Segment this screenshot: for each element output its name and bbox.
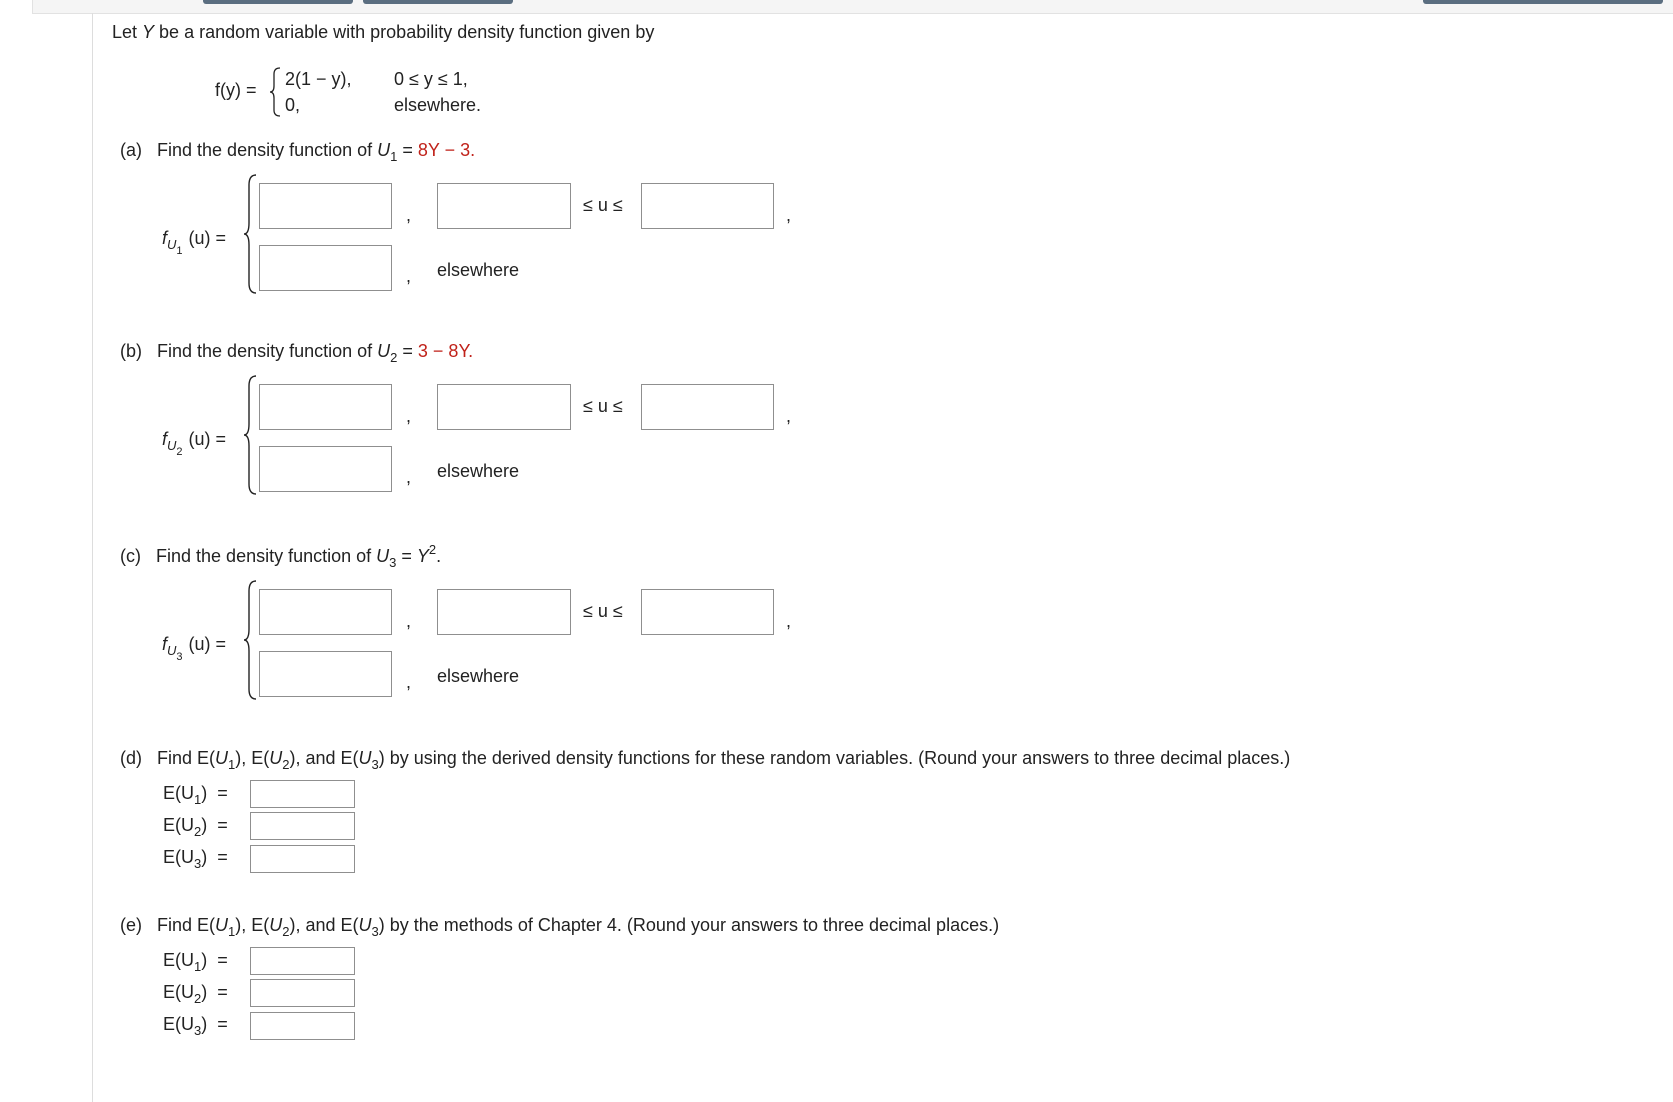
part-e-e-u2-input[interactable] <box>250 979 355 1007</box>
comma: , <box>786 406 792 426</box>
comma: , <box>406 205 412 225</box>
part-a-case2-input[interactable] <box>259 245 392 291</box>
part-c-case2-input[interactable] <box>259 651 392 697</box>
part-b-brace <box>242 374 258 496</box>
part-a-range-label: ≤ u ≤ <box>583 195 623 215</box>
part-d-row-3-label: $E(U_3)$ = <box>163 847 228 871</box>
part-c-fn-label: $f_{U_3}(u)$ = <box>162 634 227 663</box>
part-c-elsewhere: elsewhere <box>437 666 520 686</box>
intro-text: Let Y be a random variable with probability density function given by <box>112 22 655 42</box>
part-d-e-u1-input[interactable] <box>250 780 355 808</box>
pdf-brace <box>268 66 282 118</box>
comma: , <box>406 406 412 426</box>
part-a-upper-bound-input[interactable] <box>641 183 774 229</box>
part-e-prompt: (e) Find $E(U_1)$, $E(U_2)$, and $E(U_3)$ by the methods of Chapter 4. (Round your answers to three decimal places.) <box>120 915 1000 939</box>
part-d-prompt: (d) Find $E(U_1)$, $E(U_2)$, and $E(U_3)$ by using the derived density functions for these random variables. (Round your answers to three decimal places.) <box>120 748 1291 772</box>
part-c-range-label: ≤ u ≤ <box>583 601 623 621</box>
part-a-elsewhere: elsewhere <box>437 260 520 280</box>
pdf-case1-expr: 2(1 − y), <box>285 69 352 89</box>
part-b-case1-input[interactable] <box>259 384 392 430</box>
part-d-row-1-label: $E(U_1)$ = <box>163 783 228 807</box>
part-e-row-2-label: $E(U_2)$ = <box>163 982 228 1006</box>
comma: , <box>786 611 792 631</box>
part-b-elsewhere: elsewhere <box>437 461 520 481</box>
part-a-prompt: (a) Find the density function of $U_1 = 8Y - 3$. <box>120 140 476 164</box>
part-d-row-2-label: $E(U_2)$ = <box>163 815 228 839</box>
comma: , <box>406 611 412 631</box>
part-c-lower-bound-input[interactable] <box>437 589 571 635</box>
left-divider <box>92 13 93 1102</box>
part-e-row-3-label: $E(U_3)$ = <box>163 1014 228 1038</box>
toolbar-tab-2[interactable] <box>363 0 513 4</box>
part-c-prompt: (c) Find the density function of $U_3 = Y^2$. <box>120 542 442 570</box>
comma: , <box>406 467 412 487</box>
part-e-e-u1-input[interactable] <box>250 947 355 975</box>
part-b-lower-bound-input[interactable] <box>437 384 571 430</box>
comma: , <box>406 672 412 692</box>
part-b-upper-bound-input[interactable] <box>641 384 774 430</box>
part-b-prompt: (b) Find the density function of $U_2 = 3 - 8Y$. <box>120 341 474 365</box>
pdf-case2-expr: 0, <box>285 95 301 115</box>
toolbar-tab-1[interactable] <box>203 0 353 4</box>
pdf-lhs: f(y) = <box>215 80 257 100</box>
part-b-case2-input[interactable] <box>259 446 392 492</box>
part-a-brace <box>242 173 258 295</box>
part-a-case1-input[interactable] <box>259 183 392 229</box>
part-b-fn-label: $f_{U_2}(u)$ = <box>162 429 227 458</box>
part-c-upper-bound-input[interactable] <box>641 589 774 635</box>
toolbar-tab-3[interactable] <box>1423 0 1663 4</box>
part-a-fn-label: $f_{U_1}(u)$ = <box>162 228 227 257</box>
pdf-case2-cond: elsewhere. <box>394 95 482 115</box>
comma: , <box>406 266 412 286</box>
top-toolbar <box>32 0 1673 14</box>
part-d-e-u2-input[interactable] <box>250 812 355 840</box>
part-a-lower-bound-input[interactable] <box>437 183 571 229</box>
comma: , <box>786 205 792 225</box>
part-c-case1-input[interactable] <box>259 589 392 635</box>
part-e-e-u3-input[interactable] <box>250 1012 355 1040</box>
pdf-case1-cond: 0 ≤ y ≤ 1, <box>394 69 468 89</box>
part-d-e-u3-input[interactable] <box>250 845 355 873</box>
part-b-range-label: ≤ u ≤ <box>583 396 623 416</box>
part-c-brace <box>242 579 258 701</box>
part-e-row-1-label: $E(U_1)$ = <box>163 950 228 974</box>
